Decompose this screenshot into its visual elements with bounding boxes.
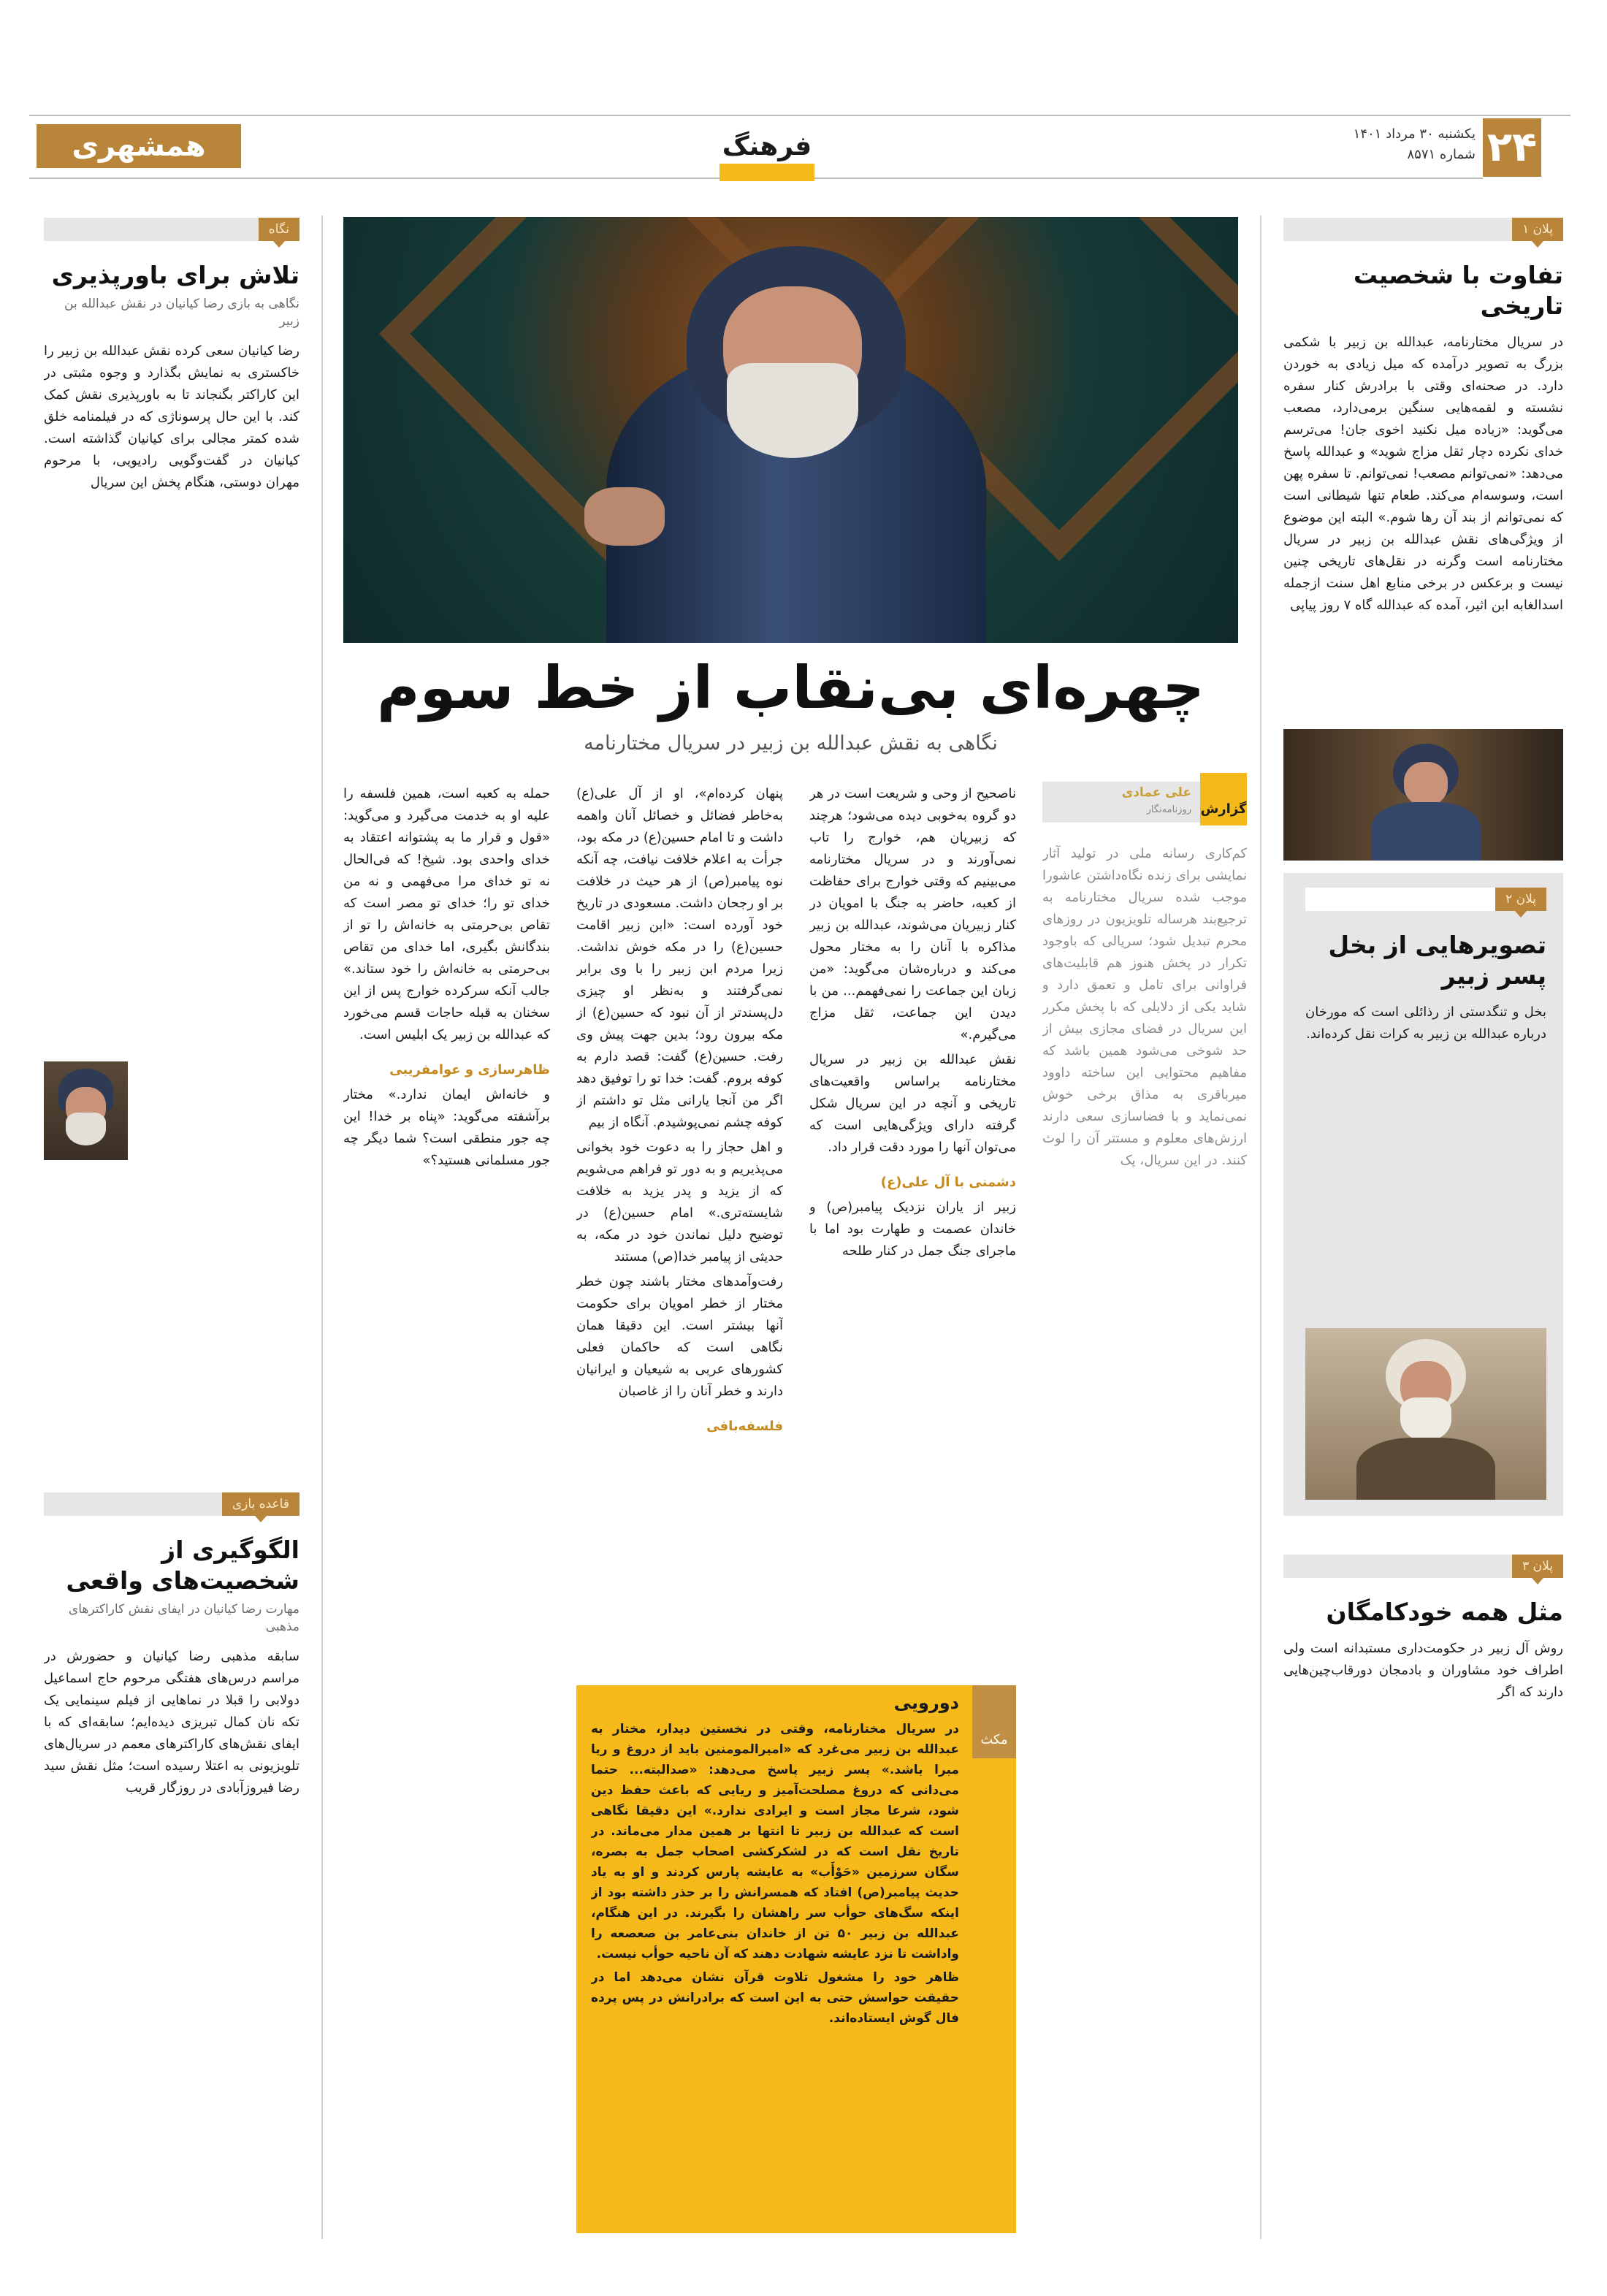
column-divider	[1260, 216, 1261, 2239]
negah-body: رضا کیانیان سعی کرده نقش عبدالله بن زبیر را خاکستری به نمایش بگذارد و وجوه مثبتی در این کاراکتر بگنجاند تا به باورپذیری نقش کمک کند. با این حال پرسوناژی که در فیلمنامه خلق شده کمتر مجالی برای کیانیان گذاشته است. کیانیان در گفت‌وگویی رادیویی، با مرحوم مهران دوستی، هنگام پخش این سریال	[44, 343, 299, 490]
top-rule	[29, 115, 1570, 116]
sidebar-box-tag: مکث	[972, 1685, 1016, 1758]
article-column-2: پنهان کرده‌ام»، او از آل علی(ع) به‌خاطر فضائل و خصائل آنان واهمه داشت و تا امام حسین(ع) در مکه بود، جرأت به اعلام خلافت نیافت، چه آنکه نوه پیامبر(ص) از هر حیث در خلافت بر او رجحان داشت. مسعودی در تاریخ خود آورده است: «ابن زبیر اقامت حسین(ع) را در مکه خوش نداشت. زیرا مردم ابن زبیر را با وی برابر نمی‌گرفتند و به‌نظر او چیزی دل‌پسندتر از آن نبود که حسین(ع) از مکه بیرون رود؛ بدین جهت پیش وی رفت. حسین(ع) گفت: قصد دارم به کوفه بروم. گفت: خدا تو را توفیق دهد اگر من آنجا یارانی مثل تو داشتم از کوفه چشم نمی‌پوشیدم. آنگاه از بیم و اهل حجاز را به دعوت خود بخوانی می‌پذیریم و به دور تو فراهم می‌شویم که از یزید و پدر یزید به خلافت شایسته‌تری.» امام حسین(ع) در توضیح دلیل نماندن خود در مکه، به حدیثی از پیامبر خدا(ص) مستند رفت‌وآمدهای مختار باشند چون خطر مختار از خطر امویان برای حکومت آنها بیشتر است. این دقیقا همان نگاهی است که حاکمان فعلی کشورهای عربی به شیعیان و ایرانیان دارند و خطر آنان را از غاصبان فلسفه‌بافی	[576, 783, 783, 1674]
plan3-body: روش آل زبیر در حکومت‌داری مستبدانه است ولی اطراف خود مشاوران و بادمجان دورقاب‌چین‌هایی دارند که اگر	[1283, 1641, 1563, 1700]
figure-hand	[584, 487, 665, 546]
plan2-body: بخل و تنگدستی از رذائلی است که مورخان درباره عبدالله بن زبیر به کرات نقل کرده‌اند.	[1305, 1004, 1546, 1042]
report-intro: کم‌کاری رسانه ملی در تولید آثار نمایشی برای زنده نگاه‌داشتن عاشورا موجب شده سریال مختارنامه به ترجیع‌بند هرساله تلویزیون در روزهای محرم تبدیل شود؛ سریالی که باوجود تکرار در پخش هنوز هم قابلیت‌های فراوانی برای تامل و تعمق دارد و شاید یکی از دلایلی که با پخش مکرر این سریال در فضای مجازی بیش از حد شوخی می‌شود همین باشد که مفاهیم محتوایی این ساخته داوود میرباقری به مذاق برخی خوش نمی‌نماید و با فضاسازی سعی دارند ارزش‌های معلوم و مستتر آن را لوث کنند. در این سریال، یک	[1042, 846, 1247, 1168]
newspaper-logo	[37, 124, 241, 168]
kicker-plan3: پلان ۳	[1283, 1555, 1563, 1578]
plan1-title: تفاوت با شخصیت تاریخی	[1353, 261, 1563, 320]
negah-subtitle: نگاهی به بازی رضا کیانیان در نقش عبدالله بن زبیر	[64, 297, 299, 329]
byline-box	[1042, 773, 1247, 825]
subhead-hypocrisy: ظاهرسازی و عوامفریبی	[389, 1062, 550, 1078]
plan1-body: در سریال مختارنامه، عبدالله بن زبیر با شکمی بزرگ به تصویر درآمده که میل زیادی به خوردن دارد. در صحنه‌ای وقتی با برادرش کنار سفره نشسته و لقمه‌هایی سنگین برمی‌دارد، مصعب می‌گوید: «زیاده میل نکنید اخوی جان! می‌ترسم خدای نکرده دچار ثقل مزاج شوید» و عبدالله پاسخ می‌دهد: «نمی‌توانم مصعب! نمی‌توانم. تا سفره پهن است، وسوسه‌ام می‌کند. طعام تنها شیطانی است که نمی‌توانم از بند آن رها شوم.» البته این موضوع از ویژگی‌های نقش عبدالله بن زبیر در سریال مختارنامه است وگرنه در نقل‌های تاریخی چنین نیست و برعکس در برخی منابع اهل سنت ازجمله اسدالغابه ابن اثیر، آمده که عبدالله گاه ۷ روز پیاپی	[1283, 335, 1563, 613]
sidebar-box-end: ظاهر خود را مشغول تلاوت قرآن نشان می‌دهد اما در حقیقت حواسش حتی به این است که برادرانش در پس پرده فال گوش ایستاده‌اند.	[591, 1970, 959, 2026]
left-lower-stack	[44, 1492, 299, 2232]
report-column	[1042, 773, 1247, 2233]
main-photo	[343, 217, 1238, 643]
report-tag: گزارش	[1200, 773, 1247, 825]
main-headline: چهره‌ای بی‌نقاب از خط سوم	[377, 654, 1205, 722]
kicker-negah: نگاه	[44, 218, 299, 241]
left-upper-stack	[44, 218, 299, 1467]
issue-date: یکشنبه ۳۰ مرداد ۱۴۰۱	[1353, 126, 1476, 142]
author-role: روزنامه‌نگار	[1146, 804, 1191, 815]
ghaede-subtitle: مهارت رضا کیانیان در ایفای نقش کاراکترهای مذهبی	[68, 1602, 299, 1634]
negah-title: تلاش برای باورپذیری	[51, 261, 299, 289]
ghaede-body: سابقه مذهبی رضا کیانیان و حضورش در مراسم درس‌های هفتگی مرحوم حاج اسماعیل دولابی را قبلا در نماهایی از فیلم سینمایی یک تکه نان کمال تبریزی دیده‌ایم؛ سابقه‌ای که با ایفای نقش‌های کاراکترهای معمم در سریال‌های تلویزیونی به اعتلا رسیده است؛ مثل نقش سید رضا فیروزآبادی در روزگار قریب	[44, 1649, 299, 1796]
kicker-plan1: پلان ۱	[1283, 218, 1563, 241]
ghaede-title: الگوگیری از شخصیت‌های واقعی	[66, 1536, 299, 1595]
plan3-title: مثل همه خودکامگان	[1326, 1598, 1563, 1626]
plan2-photo	[1305, 1328, 1546, 1500]
subhead-enmity: دشمنی با آل علی(ع)	[880, 1175, 1016, 1190]
sidebar-box-body: در سریال مختارنامه، وقتی در نخستین دیدار، مختار به عبدالله بن زبیر می‌غرد که «امیرالمومنین باید از دروغ و ریا مبرا باشد.» پسر زبیر پاسخ می‌دهد: «صدالبته... حتما می‌دانی که دروغ مصلحت‌آمیز و ریایی که باعث حفظ دین شود، شرعا مجاز است و ایرادی ندارد.» این دقیقا نگاهی است که عبدالله بن زبیر تا انتها بر همین مدار می‌ماند. در تاریخ نقل است که در لشکرکشی اصحاب جمل به بصره، سگان سرزمین «حَوْأَب» به عایشه پارس کردند و او به یاد حدیث پیامبر(ص) افتاد که همسرانش را بر حذر داشته بود از اینکه سگ‌های حوأب سر راهشان را بگیرند. در این هنگام، عبدالله بن زبیر ۵۰ تن از خاندان بنی‌عامر بن صعصعه را واداشت تا نزد عایشه شهادت دهند که آن ناحیه حوأب نیست.	[591, 1722, 959, 1961]
main-article	[343, 652, 1247, 2233]
issue-info	[1271, 124, 1476, 165]
issue-number: شماره ۸۵۷۱	[1407, 147, 1476, 162]
section-title: فرهنگ	[719, 131, 814, 181]
article-column-1: حمله به کعبه است، همین فلسفه را علیه او به خدمت می‌گیرد و می‌گوید: «قول و قرار ما به پشتوانه اعتقاد به خدای واحدی بود. شیخ! که فی‌الحال نه تو خدای مرا می‌فهمی و نه من خدای تو را؛ خدای تو مصر است که تقاص بی‌حرمتی به خانه‌اش را تو از بندگانش بگیری، اما خدای من تقاص بی‌حرمتی به خانه‌اش را خود ستاند.» جالب آنکه سرکرده خوارج پس از این سخنان به قبله حاجات قسم می‌خورد که عبدالله بن زبیر یک ابلیس است. ظاهرسازی و عوامفریبی و خانه‌اش ایمان ندارد.» مختار برآشفته می‌گوید: «پناه بر خدا! این چه جور منطقی است؟ شما دیگر چه جور مسلمانی هستید؟»	[343, 786, 550, 1168]
kianian-portrait	[44, 1061, 128, 1160]
kicker-ghaede: قاعده بازی	[44, 1492, 299, 1516]
subhead-philosophy: فلسفه‌بافی	[706, 1419, 783, 1434]
kicker-plan2: پلان ۲	[1305, 888, 1546, 911]
plan2-title: تصویرهایی از بخل پسر زبیر	[1328, 931, 1546, 990]
plan3-stack	[1283, 1555, 1563, 2232]
sidebar-box-title: دورویی	[893, 1693, 959, 1713]
logo-text: همشهری	[72, 129, 206, 163]
article-columns	[343, 773, 1247, 2233]
plan1-stack	[1283, 218, 1563, 861]
author-name: علی عمادی	[1121, 785, 1191, 800]
sidebar-box-duplicity	[576, 1685, 1016, 2233]
plan1-photo	[1283, 729, 1563, 861]
column-divider	[321, 216, 323, 2239]
page-number-box: ۲۴	[1483, 118, 1541, 177]
article-column-3: ناصحیح از وحی و شریعت است در هر دو گروه به‌خوبی دیده می‌شود؛ هرچند که زبیریان هم، خوارج را تاب نمی‌آورند و در سریال مختارنامه می‌بینیم که وقتی خوارج برای حفاظت از کعبه، حاضر به جنگ با امویان در کنار زبیریان می‌شوند، عبدالله بن زبیر مذاکره با آنان را به مختار محول می‌کند و درباره‌شان می‌گوید: «من زبان این جماعت را نمی‌فهمم... من با دیدن این جماعت، ثقل مزاج می‌گیرم.» نقش عبدالله بن زبیر در سریال مختارنامه براساس واقعیت‌های تاریخی و آنچه در این سریال شکل گرفته دارای ویژگی‌هایی است که می‌توان آنها را مورد دقت قرار داد. دشمنی با آل علی(ع) زبیر از یاران نزدیک پیامبر(ص) و خاندان عصمت و طهارت بود اما با ماجرای جنگ جمل در کنار طلحه	[809, 786, 1016, 1259]
figure-beard	[727, 363, 858, 458]
main-subtitle: نگاهی به نقش عبدالله بن زبیر در سریال مختارنامه	[584, 732, 998, 755]
plan2-panel	[1283, 873, 1563, 1516]
